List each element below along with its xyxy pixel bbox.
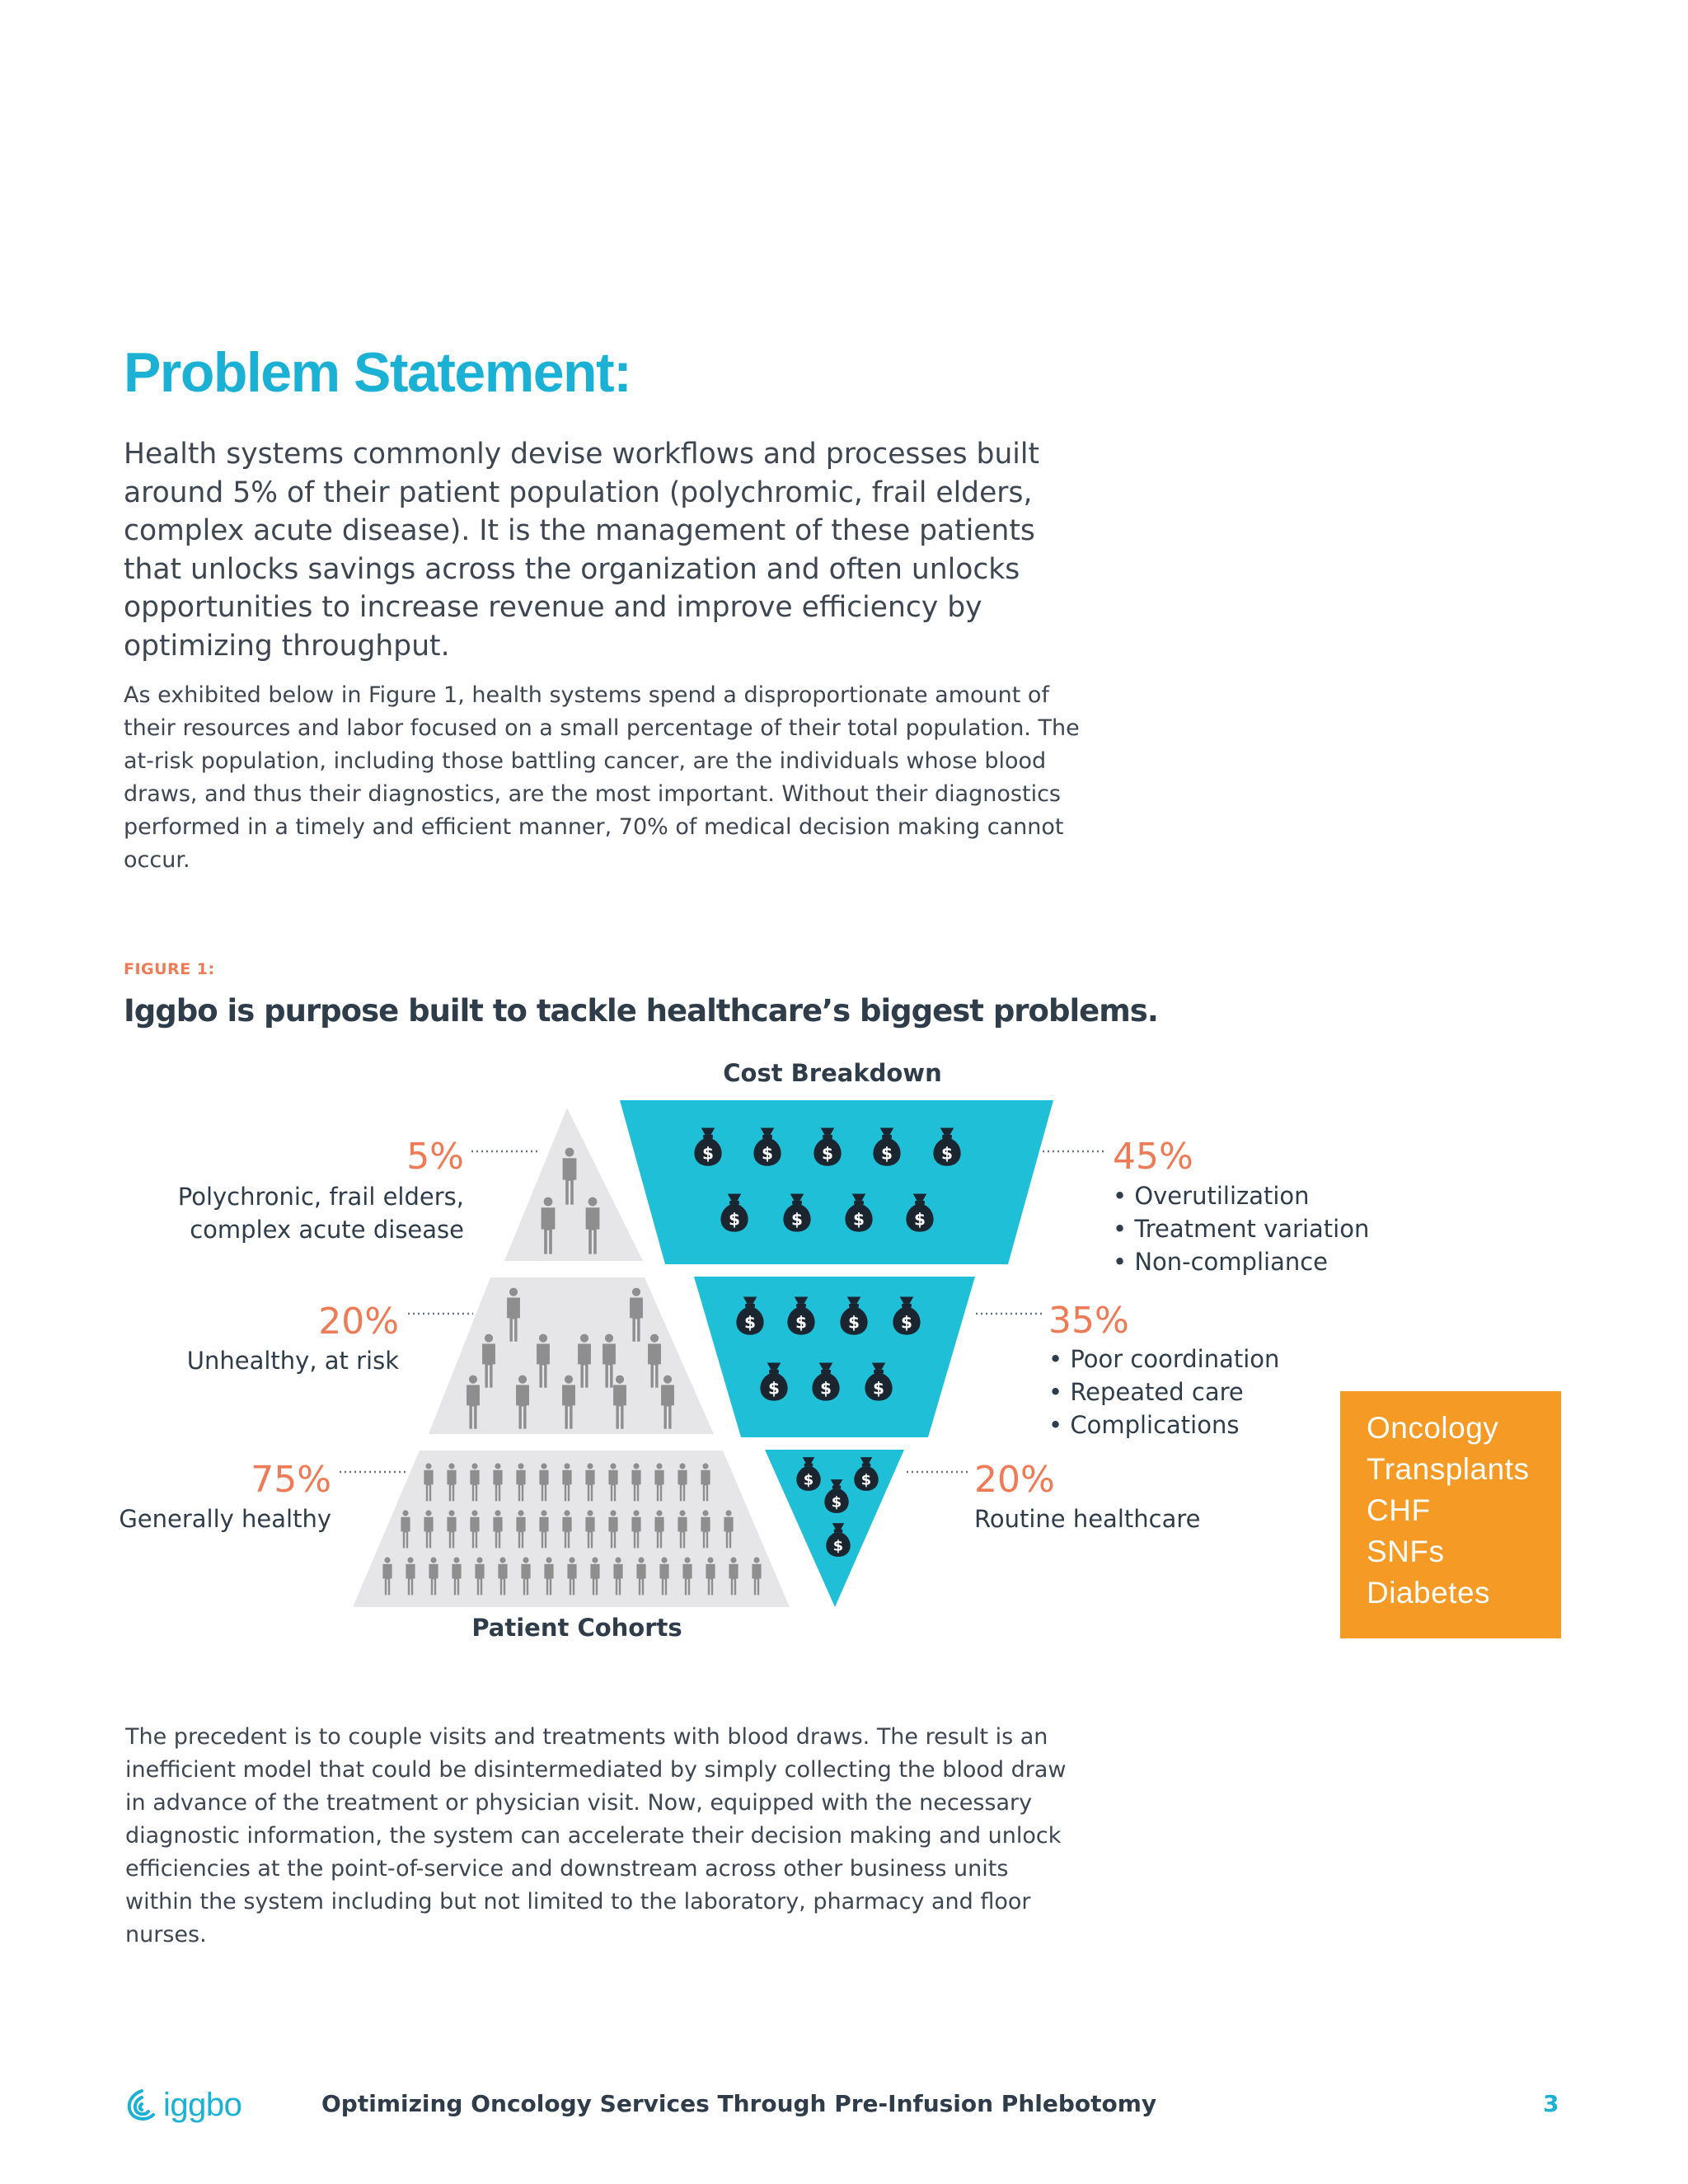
cohort-tier-top [504, 1108, 643, 1261]
logo-text: iggbo [163, 2086, 242, 2123]
cohort-label-5-line1: Polychronic, frail elders, [177, 1183, 464, 1211]
page-number: 3 [1543, 2090, 1559, 2117]
cost-item-repeated-care: • Repeated care [1048, 1378, 1244, 1406]
callout-item-chf: CHF [1367, 1493, 1431, 1527]
figure-label: FIGURE 1: [124, 960, 215, 978]
cost-item-overutilization: • Overutilization [1113, 1182, 1310, 1210]
cost-pct-20: 20% [974, 1459, 1055, 1501]
page-title: Problem Statement: [124, 341, 631, 404]
cost-pct-35: 35% [1048, 1300, 1129, 1342]
cohort-label-20: Unhealthy, at risk [186, 1347, 399, 1375]
cohort-label-5-line2: complex acute disease [190, 1216, 464, 1244]
cost-item-routine-healthcare: Routine healthcare [974, 1505, 1201, 1533]
cohort-pct-5: 5% [406, 1136, 464, 1178]
cohort-pct-20: 20% [318, 1301, 399, 1343]
cost-tier-middle [694, 1277, 975, 1437]
cost-item-poor-coordination: • Poor coordination [1048, 1345, 1280, 1373]
cost-tier-bottom [765, 1450, 904, 1607]
lead-paragraph: Health systems commonly devise workflows and processes built around 5% of their patient population (polychromic, frail elders, complex acute disease). It is the management of these patients that unlocks savings across the organization and often unlocks opportunities to increase revenue and improve efficiency by optimizing throughput. [124, 438, 1040, 663]
cohort-pct-75: 75% [251, 1459, 331, 1501]
footer-document-title: Optimizing Oncology Services Through Pre-Infusion Phlebotomy [321, 2090, 1157, 2117]
cost-tier-top [620, 1100, 1053, 1264]
callout-item-transplants: Transplants [1367, 1452, 1530, 1486]
cost-item-treatment-variation: • Treatment variation [1113, 1215, 1370, 1243]
cost-pct-45: 45% [1113, 1136, 1193, 1178]
callout-item-diabetes: Diabetes [1367, 1576, 1491, 1610]
callout-item-oncology: Oncology [1367, 1411, 1499, 1445]
footer-logo [124, 2082, 241, 2128]
cost-breakdown-title: Cost Breakdown [723, 1059, 942, 1087]
intro-paragraph: As exhibited below in Figure 1, health systems spend a disproportionate amount of their resources and labor focused on a small percentage of their total population. The at-risk population, including those battling cancer, are the individuals whose blood draws, and thus their diagnostics, are the most important. Without their diagnostics performed in a timely and efficient manner, 70% of medical decision making cannot occur. [124, 682, 1080, 873]
conditions-callout [1340, 1391, 1561, 1638]
cohort-label-75: Generally healthy [119, 1505, 331, 1533]
cost-item-complications: • Complications [1048, 1411, 1240, 1439]
figure-title: Iggbo is purpose built to tackle healthcare’s biggest problems. [124, 993, 1158, 1029]
cost-item-non-compliance: • Non-compliance [1113, 1248, 1328, 1276]
callout-item-snfs: SNFs [1367, 1535, 1445, 1568]
closing-paragraph: The precedent is to couple visits and treatments with blood draws. The result is an inefficient model that could be disintermediated by simply collecting the blood draw in advance of the treatment or physician visit. Now, equipped with the necessary diagnostic information, the system can accelerate their decision making and unlock efficiencies at the point-of-service and downstream across other business units within the system including but not limited to the laboratory, pharmacy and floor nurses. [125, 1724, 1067, 1947]
iggbo-logo-icon [124, 2087, 160, 2123]
patient-cohorts-title: Patient Cohorts [471, 1614, 682, 1642]
